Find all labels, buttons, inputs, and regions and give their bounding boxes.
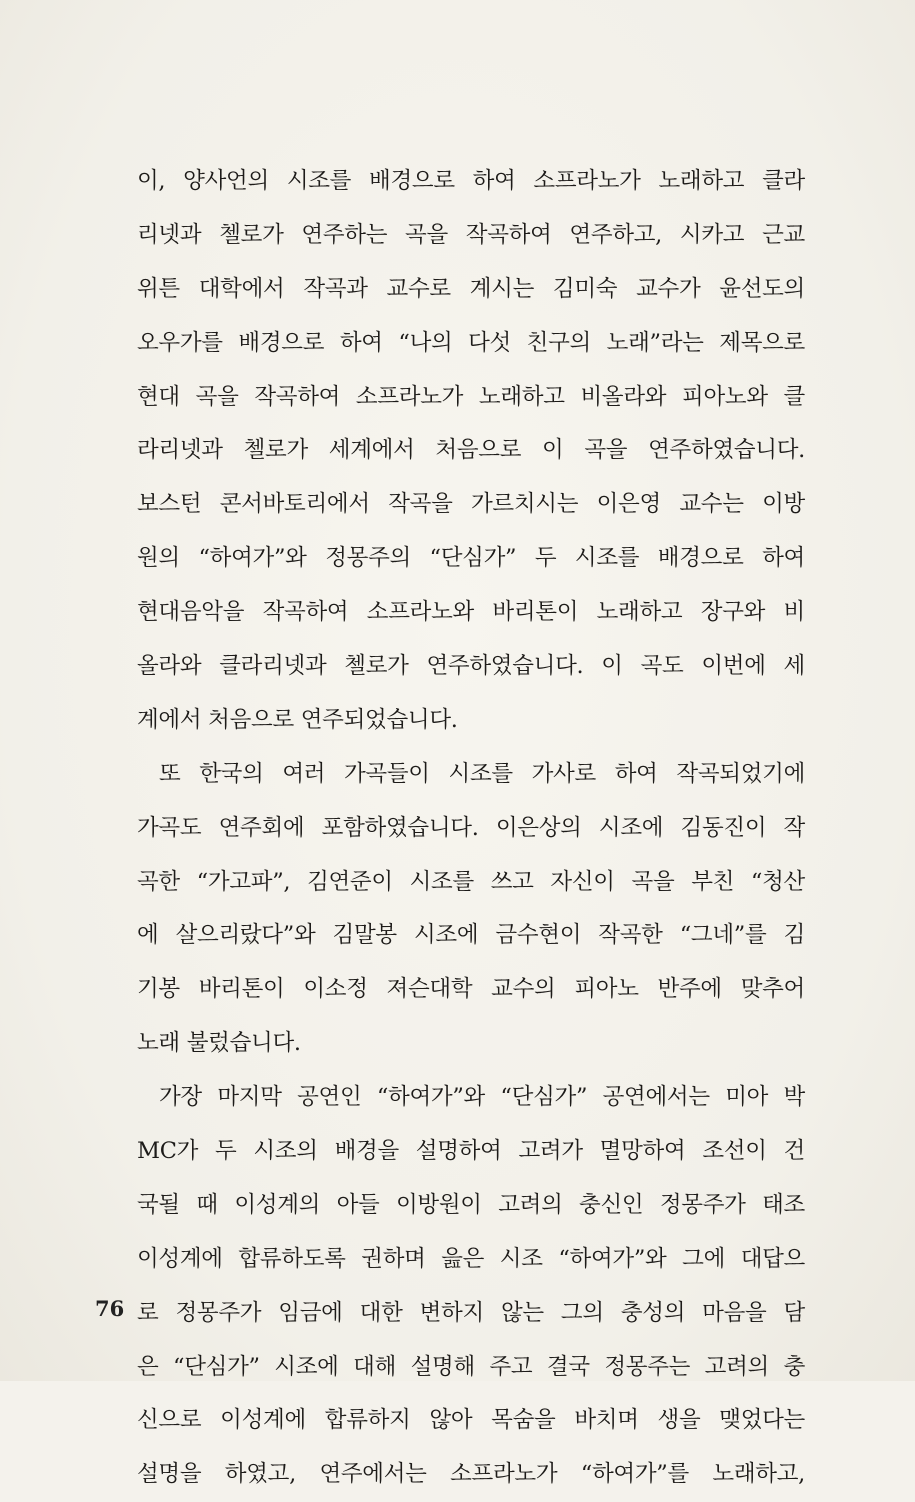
text-line: 설명을 하였고, 연주에서는 소프라노가 “하여가”를 노래하고, bbox=[137, 1461, 805, 1488]
text-line: 오우가를 배경으로 하여 “나의 다섯 친구의 노래”라는 제목으로 bbox=[137, 329, 805, 356]
text-line: 노래 불렀습니다. bbox=[137, 1030, 301, 1057]
text-line: MC가 두 시조의 배경을 설명하여 고려가 멸망하여 조선이 건 bbox=[137, 1138, 805, 1165]
text-line: 곡한 “가고파”, 김연준이 시조를 쓰고 자신이 곡을 부친 “청산 bbox=[137, 868, 805, 895]
text-line: 기봉 바리톤이 이소정 져슨대학 교수의 피아노 반주에 맞추어 bbox=[137, 976, 805, 1003]
text-line: 라리넷과 첼로가 세계에서 처음으로 이 곡을 연주하였습니다. bbox=[137, 437, 805, 464]
text-line: 리넷과 첼로가 연주하는 곡을 작곡하여 연주하고, 시카고 근교 bbox=[137, 221, 805, 248]
text-line: 올라와 클라리넷과 첼로가 연주하였습니다. 이 곡도 이번에 세 bbox=[137, 653, 805, 680]
text-line: 이성계에 합류하도록 권하며 읊은 시조 “하여가”와 그에 대답으 bbox=[137, 1245, 805, 1272]
page-number: 76 bbox=[95, 1296, 125, 1321]
text-line: 에 살으리랐다”와 김말봉 시조에 금수현이 작곡한 “그네”를 김 bbox=[137, 922, 805, 949]
text-line: 현대 곡을 작곡하여 소프라노가 노래하고 비올라와 피아노와 클 bbox=[137, 383, 805, 410]
text-line: 신으로 이성계에 합류하지 않아 목숨을 바치며 생을 맺었다는 bbox=[137, 1407, 805, 1434]
text-line: 또 한국의 여러 가곡들이 시조를 가사로 하여 작곡되었기에 bbox=[159, 760, 805, 787]
text-line: 이, 양사언의 시조를 배경으로 하여 소프라노가 노래하고 클라 bbox=[137, 168, 805, 194]
text-line: 보스턴 콘서바토리에서 작곡을 가르치시는 이은영 교수는 이방 bbox=[137, 491, 805, 518]
text-line: 로 정몽주가 임금에 대한 변하지 않는 그의 충성의 마음을 담 bbox=[137, 1299, 805, 1326]
text-line: 은 “단심가” 시조에 대해 설명해 주고 결국 정몽주는 고려의 충 bbox=[137, 1353, 805, 1380]
text-line: 국될 때 이성계의 아들 이방원이 고려의 충신인 정몽주가 태조 bbox=[137, 1191, 805, 1218]
text-line: 원의 “하여가”와 정몽주의 “단심가” 두 시조를 배경으로 하여 bbox=[137, 545, 805, 572]
text-line: 계에서 처음으로 연주되었습니다. bbox=[137, 706, 458, 733]
text-line: 가곡도 연주회에 포함하였습니다. 이은상의 시조에 김동진이 작 bbox=[137, 814, 805, 841]
text-line: 위튼 대학에서 작곡과 교수로 계시는 김미숙 교수가 윤선도의 bbox=[137, 275, 805, 302]
text-line: 현대음악을 작곡하여 소프라노와 바리톤이 노래하고 장구와 비 bbox=[137, 599, 805, 626]
body-text bbox=[137, 155, 805, 1502]
text-line: 가장 마지막 공연인 “하여가”와 “단심가” 공연에서는 미아 박 bbox=[159, 1084, 805, 1111]
